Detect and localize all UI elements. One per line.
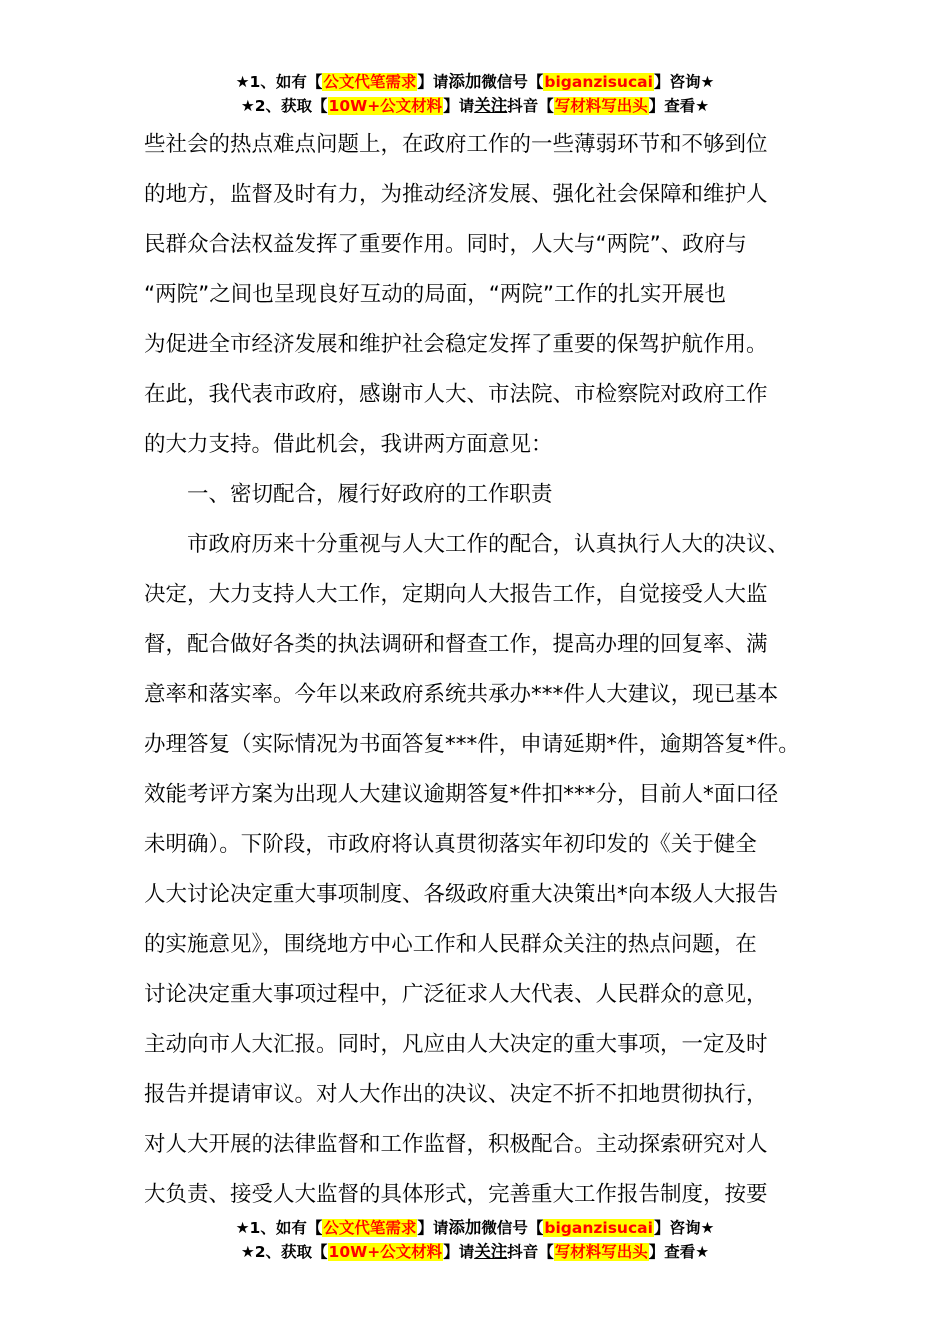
highlight-douyin-account: 写材料写出头: [554, 1243, 648, 1261]
body-line: 的地方，监督及时有力，为推动经济发展、强化社会保障和维护人: [144, 182, 768, 207]
body-line: 对人大开展的法律监督和工作监督，积极配合。主动探索研究对人: [144, 1132, 768, 1157]
banner-line-2: [0, 1240, 950, 1264]
banner-text: 抖音【: [507, 97, 554, 115]
body-line: 主动向市人大汇报。同时，凡应由人大决定的重大事项，一定及时: [144, 1032, 768, 1057]
body-line: 报告并提请审议。对人大作出的决议、决定不折不扣地贯彻执行，: [144, 1082, 768, 1107]
body-line: 为促进全市经济发展和维护社会稳定发挥了重要的保驾护航作用。: [144, 332, 768, 357]
body-line: 在此，我代表市政府，感谢市人大、市法院、市检察院对政府工作: [144, 382, 768, 407]
banner-emphasis: 关注: [474, 1242, 508, 1261]
body-line: 些社会的热点难点问题上，在政府工作的一些薄弱环节和不够到位: [144, 132, 768, 157]
highlight-wechat-id: biganzisucai: [544, 1219, 653, 1237]
highlight-materials: 10W+公文材料: [328, 97, 443, 115]
highlight-service: 公文代笔需求: [323, 1219, 417, 1237]
highlight-materials: 10W+公文材料: [328, 1243, 443, 1261]
banner-text: 微信号【: [481, 1219, 544, 1237]
body-line: 效能考评方案为出现人大建议逾期答复*件扣***分，目前人*面口径: [144, 782, 779, 807]
banner-text: ★2、获取【: [240, 1243, 328, 1261]
banner-text: 微信号【: [481, 73, 544, 91]
body-line: 的实施意见》，围绕地方中心工作和人民群众关注的热点问题，在: [144, 932, 757, 957]
body-line: 未明确）。下阶段，市政府将认真贯彻落实年初印发的《关于健全: [144, 832, 757, 857]
body-line: 大负责、接受人大监督的具体形式，完善重大工作报告制度，按要: [144, 1182, 768, 1207]
banner-text: 】查看★: [648, 1243, 710, 1261]
banner-text: 】请: [417, 1219, 449, 1237]
body-line: 讨论决定重大事项过程中，广泛征求人大代表、人民群众的意见，: [144, 982, 768, 1007]
body-line: 的大力支持。借此机会，我讲两方面意见：: [144, 432, 553, 457]
banner-line-1: [0, 1216, 950, 1240]
banner-text: ★2、获取【: [240, 97, 328, 115]
banner-text: 】请: [443, 97, 475, 115]
banner-line-1: [0, 70, 950, 94]
highlight-service: 公文代笔需求: [323, 73, 417, 91]
body-line: 民群众合法权益发挥了重要作用。同时，人大与“两院”、政府与: [144, 232, 747, 257]
banner-line-2: [0, 94, 950, 118]
banner-text: 】请: [417, 73, 449, 91]
banner-emphasis: 添加: [448, 72, 482, 91]
banner-emphasis: 添加: [448, 1218, 482, 1237]
document-body: [144, 120, 824, 1220]
body-line: “两院”之间也呈现良好互动的局面，“两院”工作的扎实开展也: [144, 282, 727, 307]
body-line: 督，配合做好各类的执法调研和督查工作，提高办理的回复率、满: [144, 632, 768, 657]
banner-text: 】请: [443, 1243, 475, 1261]
banner-text: 抖音【: [507, 1243, 554, 1261]
body-line: 办理答复（实际情况为书面答复***件，申请延期*件，逾期答复*件。: [144, 732, 800, 757]
banner-text: 】咨询★: [653, 73, 715, 91]
banner-text: 】查看★: [648, 97, 710, 115]
highlight-wechat-id: biganzisucai: [544, 73, 653, 91]
banner-text: ★1、如有【: [235, 1219, 323, 1237]
body-line: 市政府历来十分重视与人大工作的配合，认真执行人大的决议、: [187, 532, 790, 557]
footer-banner: [0, 1216, 950, 1264]
header-banner: [0, 70, 950, 118]
body-line: 决定，大力支持人大工作，定期向人大报告工作，自觉接受人大监: [144, 582, 768, 607]
section-heading: 一、密切配合，履行好政府的工作职责: [187, 482, 553, 507]
banner-emphasis: 关注: [474, 96, 508, 115]
banner-text: ★1、如有【: [235, 73, 323, 91]
highlight-douyin-account: 写材料写出头: [554, 97, 648, 115]
body-line: 意率和落实率。今年以来政府系统共承办***件人大建议，现已基本: [144, 682, 779, 707]
banner-text: 】咨询★: [653, 1219, 715, 1237]
body-line: 人大讨论决定重大事项制度、各级政府重大决策出*向本级人大报告: [144, 882, 779, 907]
